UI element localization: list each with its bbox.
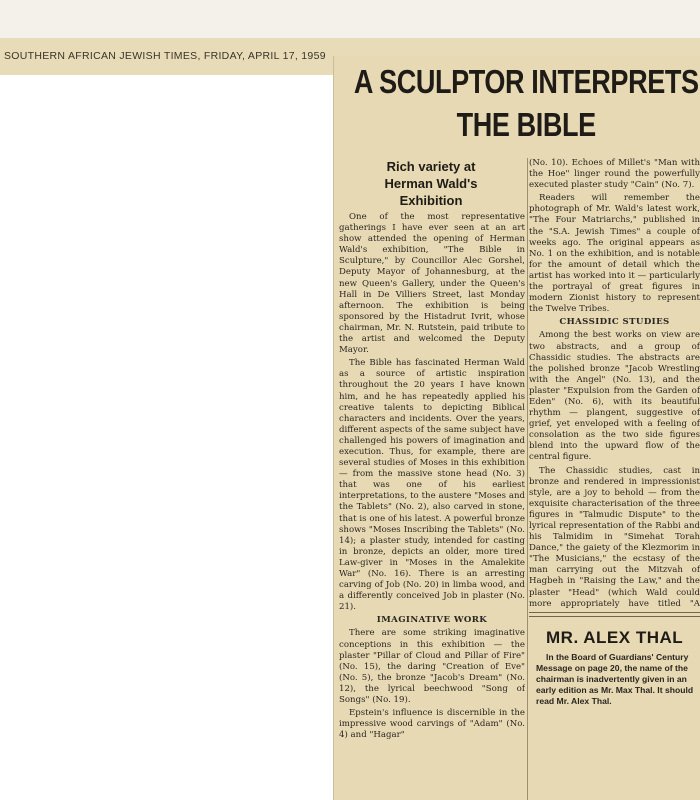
paragraph: (No. 10). Echoes of Millet's "Man with the Hoe" linger round the powerfully executed plaster study "Cain" (No. 7).	[529, 158, 700, 191]
subheading	[338, 158, 524, 209]
paragraph: One of the most representative gatherings I have ever seen at an art show attended the opening of Herman Wald's exhibition, "The Bible in Sculpture," by Councillor Alec Gorshel, Deputy Mayor of Johannesburg, at the new Queen's Gallery, under the Queen's Hall in De Villiers Street, last Monday afternoon. The exhibition is being sponsored by the Histadrut Ivrit, whose chairman, Mr. N. Rutstein, paid tribute to the artist and welcomed the Deputy Mayor.	[339, 212, 525, 356]
notice-title: MR. ALEX THAL	[546, 628, 684, 647]
subheading-line-2: Herman Wald's	[384, 176, 478, 191]
paragraph: Epstein's influence is discernible in the impressive wood carvings of "Adam" (No. 4) and "Hagar"	[339, 708, 525, 741]
paragraph: Among the best works on view are two abstracts, and a group of Chassidic studies. The abstracts are the polished bronze "Jacob Wrestling with the Angel" (No. 13), and the plaster "Expulsion from the Garden of Eden" (No. 6), with its beautiful rhythm — plangent, suggestive of grief, yet enveloped with a feeling of consolation as the two side figures blend into the upward flow of the central figure.	[529, 330, 700, 463]
paragraph: There are some striking imaginative conceptions in this exhibition — the plaster "Pillar of Cloud and Pillar of Fire" (No. 15), the daring "Creation of Eve" (No. 5), the bronze "Jacob's Dream" (No. 12), the lyrical beechwood "Song of Songs" (No. 19).	[339, 628, 525, 706]
section-heading: CHASSIDIC STUDIES	[559, 317, 670, 328]
section-heading: IMAGINATIVE WORK	[376, 615, 488, 626]
masthead: SOUTHERN AFRICAN JEWISH TIMES, FRIDAY, APRIL 17, 1959	[4, 50, 326, 62]
headline-line-1: A SCULPTOR INTERPRETS	[353, 63, 699, 100]
blank-background	[0, 75, 333, 800]
notice-rule	[529, 612, 700, 613]
paragraph: The Chassidic studies, cast in bronze and rendered in impressionist style, are a joy to behold — from the exquisite characterisation of the three figures in "Talmudic Dispute" to the lyrical representation of the Rabbi and his Talmidim in "Simehat Torah Dance," the gaiety of the Klezmorim in "The Musicians," the ecstasy of the man carrying out the Mitzvah of Hagbeh in "Raising the Law," and the plaster "Head" (which Wald could more appropriately have titled "A	[529, 465, 700, 609]
headline	[352, 60, 700, 146]
subheading-line-1: Rich variety at	[386, 159, 476, 174]
paragraph: Readers will remember the photograph of Mr. Wald's latest work, "The Four Matriarchs," published in the "S.A. Jewish Times" a couple of weeks ago. The original appears as No. 1 on the exhibition, and is notable for the amount of detail which the artist has worked into it — particularly the portrayal of great figures in modern Zionist history to represent the Twelve Tribes.	[529, 193, 700, 315]
article-column-left	[339, 212, 525, 800]
article-column-right	[529, 158, 700, 610]
headline-line-2: THE BIBLE	[456, 106, 596, 143]
subheading-line-3: Exhibition	[399, 193, 463, 208]
notice-rule	[529, 616, 700, 617]
paragraph: The Bible has fascinated Herman Wald as a source of artistic inspiration throughout the 20 years I have known him, and he has repeatedly applied his creative talents to depicting Biblical characters and incidents. Over the years, different aspects of the same subject have challenged his powers of imagination and execution. Thus, for example, there are several studies of Moses in this exhibition — from the massive stone head (No. 3) that was one of his earliest interpretations, to the austere "Moses and the Tablets" (No. 2), also carved in stone, that is one of his latest. A powerful bronze shows "Moses Inscribing the Tablets" (No. 14); a plaster study, intended for casting in bronze, depicts an older, more tired Law-giver in "Moses in the Amalekite War" (No. 16). There is an arresting carving of Job (No. 20) in limba wood, and a differently conceived Job in plaster (No. 21).	[339, 358, 525, 613]
column-divider	[527, 158, 528, 800]
notice-body	[536, 652, 700, 800]
notice-text: In the Board of Guardians' Century Message on page 20, the name of the chairman is inadvertently given in an early edition as Mr. Max Thal. It should read Mr. Alex Thal.	[536, 652, 694, 706]
